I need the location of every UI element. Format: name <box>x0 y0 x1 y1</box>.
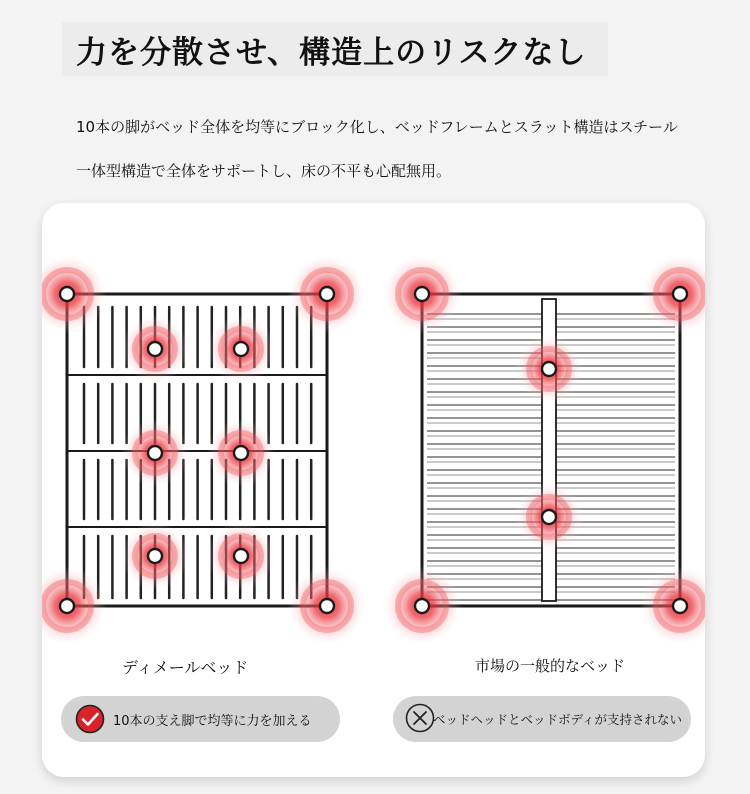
description-line-2: 一体型構造で全体をサポートし、床の不平も心配無用。 <box>76 162 452 180</box>
description-line-1: 10本の脚がベッド全体を均等にブロック化し、ベッドフレームとスラット構造はスチール <box>76 118 678 136</box>
support-point <box>515 335 583 403</box>
support-point <box>121 419 189 487</box>
support-point <box>207 522 275 590</box>
support-point <box>382 566 462 643</box>
support-point <box>207 315 275 383</box>
comparison-diagram <box>42 203 705 643</box>
support-point <box>640 254 705 334</box>
check-icon <box>75 704 105 734</box>
support-point <box>207 419 275 487</box>
cross-icon <box>405 703 435 733</box>
left-support-points <box>42 254 367 643</box>
divided-bed-frame <box>67 294 327 606</box>
support-point <box>287 254 367 334</box>
right-caption: 市場の一般的なベッド <box>475 657 626 675</box>
right-badge <box>393 696 691 742</box>
support-point <box>515 483 583 551</box>
left-caption: ディメールベッド <box>122 658 249 677</box>
support-point <box>121 315 189 383</box>
comparison-card <box>42 203 705 777</box>
support-point <box>640 566 705 643</box>
support-point <box>382 254 462 334</box>
support-point <box>287 566 367 643</box>
right-badge-text: ベッドヘッドとベッドボディが支持されない <box>433 712 683 727</box>
left-badge <box>61 696 340 742</box>
page-title: 力を分散させ、構造上のリスクなし <box>62 22 608 76</box>
support-point <box>121 522 189 590</box>
left-badge-text: 10本の支え脚で均等に力を加える <box>113 714 312 729</box>
